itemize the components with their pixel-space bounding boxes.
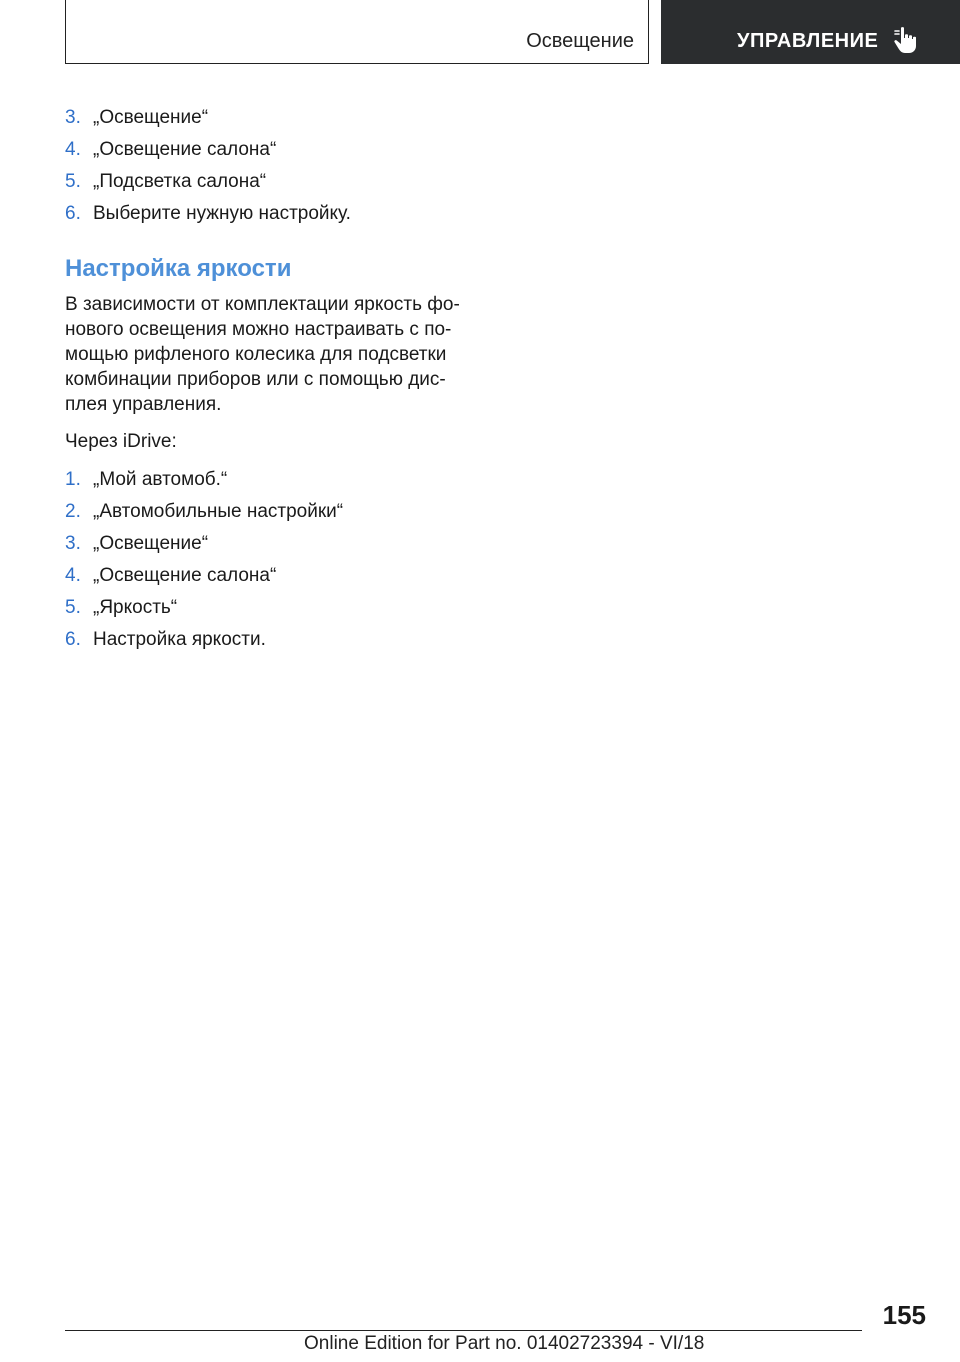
footer-divider	[65, 1330, 862, 1331]
paragraph	[65, 292, 485, 417]
paragraph-line: мощью рифленого колесика для подсветки	[65, 344, 447, 365]
list-item	[65, 464, 485, 496]
step-number: 6.	[65, 629, 81, 650]
page-content	[65, 102, 485, 656]
paragraph-line: плея управления.	[65, 394, 222, 415]
list-item	[65, 528, 485, 560]
pointing-hand-icon	[893, 26, 919, 54]
paragraph-line: нового освещения можно настраивать с по-	[65, 319, 452, 340]
step-text: „Автомобильные настройки“	[93, 501, 344, 522]
list-item	[65, 560, 485, 592]
list-item	[65, 102, 485, 134]
step-text: „Освещение салона“	[93, 565, 277, 586]
step-number: 3.	[65, 107, 81, 128]
list-item	[65, 198, 485, 230]
step-number: 5.	[65, 171, 81, 192]
step-number: 1.	[65, 469, 81, 490]
step-text: „Яркость“	[93, 597, 178, 618]
header-section-title: Освещение	[526, 30, 634, 52]
chapter-tab-label: УПРАВЛЕНИЕ	[737, 30, 879, 52]
step-number: 4.	[65, 139, 81, 160]
chapter-tab[interactable]	[661, 0, 960, 64]
paragraph-line: комбинации приборов или с помощью дис-	[65, 369, 446, 390]
step-text: „Мой автомоб.“	[93, 469, 228, 490]
step-text: „Освещение“	[93, 533, 209, 554]
paragraph-line: В зависимости от комплектации яркость фо-	[65, 294, 460, 315]
step-text: Настройка яркости.	[93, 629, 266, 650]
page-number: 155	[882, 1300, 926, 1330]
step-number: 3.	[65, 533, 81, 554]
step-number: 2.	[65, 501, 81, 522]
step-number: 5.	[65, 597, 81, 618]
list-item	[65, 496, 485, 528]
step-text: „Освещение“	[93, 107, 209, 128]
step-text: Выберите нужную настройку.	[93, 203, 351, 224]
list-item	[65, 166, 485, 198]
list-item	[65, 592, 485, 624]
step-text: „Подсветка салона“	[93, 171, 267, 192]
steps-list-brightness	[65, 464, 485, 656]
footer-edition: Online Edition for Part no. 01402723394 - VI/18	[304, 1333, 705, 1354]
list-item	[65, 624, 485, 656]
steps-list-top	[65, 102, 485, 230]
idrive-intro: Через iDrive:	[65, 431, 177, 452]
list-item	[65, 134, 485, 166]
step-text: „Освещение салона“	[93, 139, 277, 160]
header-section-box	[65, 0, 649, 64]
step-number: 6.	[65, 203, 81, 224]
section-heading: Настройка яркости	[65, 255, 292, 282]
step-number: 4.	[65, 565, 81, 586]
